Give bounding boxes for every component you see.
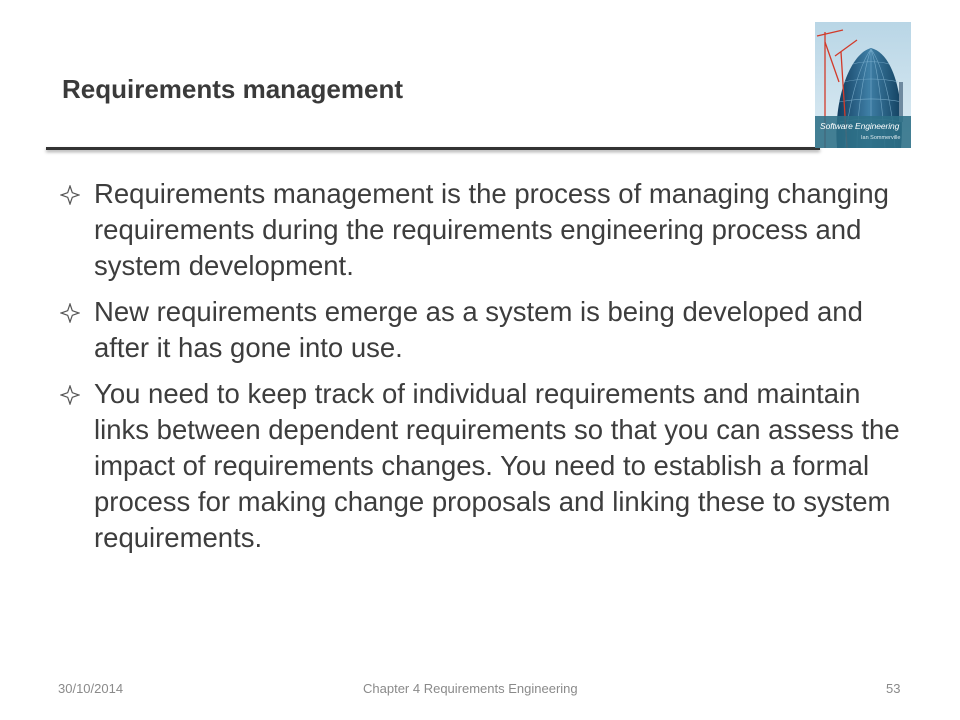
page-number: 53 xyxy=(886,681,901,696)
four-pointed-star-icon xyxy=(60,303,80,323)
footer-chapter: Chapter 4 Requirements Engineering xyxy=(363,681,578,696)
four-pointed-star-icon xyxy=(60,185,80,205)
bullet-item xyxy=(60,176,900,284)
cover-title: Software Engineering xyxy=(820,121,900,131)
slide-title: Requirements management xyxy=(62,74,403,104)
footer-date: 30/10/2014 xyxy=(58,681,124,696)
cover-author: Ian Sommerville xyxy=(861,135,901,141)
bullet-list xyxy=(60,176,900,566)
title-divider xyxy=(46,147,820,150)
bullet-text: New requirements emerge as a system is being developed and after it has gone into use. xyxy=(94,296,863,363)
four-pointed-star-icon xyxy=(60,385,80,405)
bullet-text: You need to keep track of individual requirements and maintain links between dependent requirements so that you can assess the impact of requirements changes. You need to establish a formal process for making change proposals and linking these to system requirements. xyxy=(94,378,900,553)
bullet-text: Requirements management is the process of managing changing requirements during the requirements engineering process and system development. xyxy=(94,178,889,281)
bullet-item xyxy=(60,294,900,366)
bullet-item xyxy=(60,376,900,556)
book-cover-image xyxy=(815,22,911,148)
